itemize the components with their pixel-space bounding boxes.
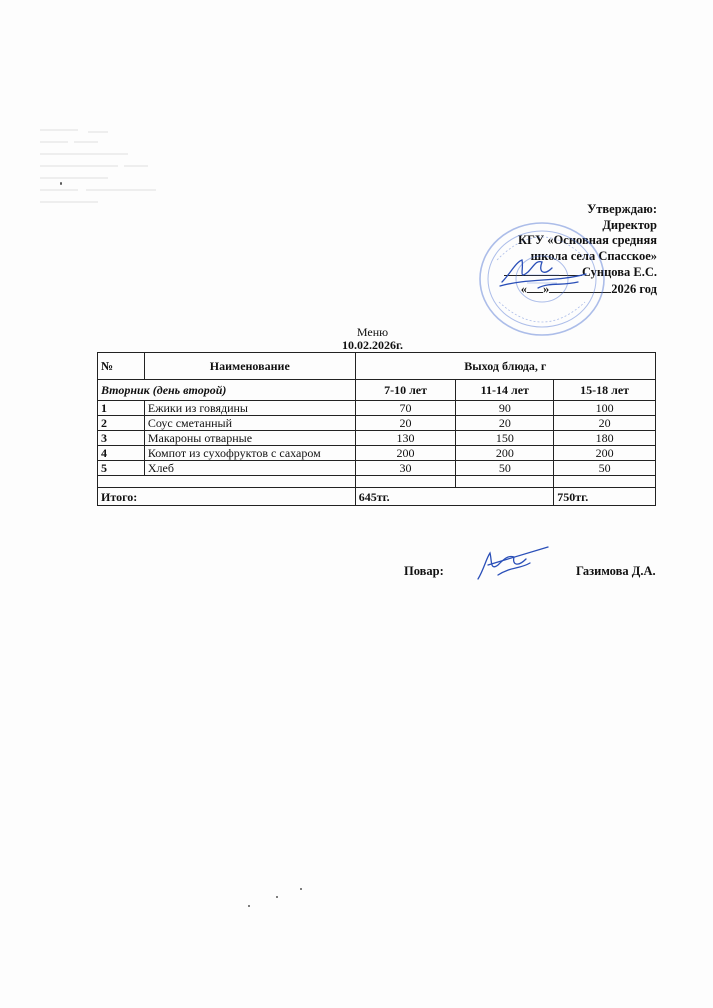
total-row <box>98 488 656 506</box>
month-blank <box>549 281 611 293</box>
approval-year: 2026 год <box>611 281 657 296</box>
scan-speck <box>60 182 62 185</box>
empty-cell <box>456 476 554 488</box>
row-number: 4 <box>98 446 145 461</box>
total-price-b: 750тг. <box>554 488 656 506</box>
row-number: 3 <box>98 431 145 446</box>
portion-11-14: 150 <box>456 431 554 446</box>
day-row <box>98 380 656 401</box>
header-number: № <box>98 353 145 380</box>
header-name: Наименование <box>144 353 355 380</box>
portion-7-10: 130 <box>355 431 456 446</box>
approval-block <box>504 202 657 297</box>
day-label: Вторник (день второй) <box>98 380 356 401</box>
table-row <box>98 401 656 416</box>
document-title: Меню <box>356 325 389 339</box>
approval-organization-line1: КГУ «Основная средняя <box>517 233 657 247</box>
scan-speck <box>248 905 250 907</box>
date-close-quote: » <box>543 281 550 296</box>
row-number: 1 <box>98 401 145 416</box>
portion-15-18: 180 <box>554 431 656 446</box>
menu-table <box>97 352 656 506</box>
portion-7-10: 20 <box>355 416 456 431</box>
portion-15-18: 50 <box>554 461 656 476</box>
approval-position: Директор <box>602 217 657 232</box>
portion-7-10: 70 <box>355 401 456 416</box>
approval-date-line <box>504 281 657 298</box>
document-title-block <box>0 326 713 352</box>
portion-11-14: 90 <box>456 401 554 416</box>
date-open-quote: « <box>520 281 528 296</box>
empty-cell <box>355 476 456 488</box>
portion-15-18: 200 <box>554 446 656 461</box>
age-group-3: 15-18 лет <box>554 380 656 401</box>
approval-signer-line <box>504 264 657 281</box>
header-output: Выход блюда, г <box>355 353 655 380</box>
portion-11-14: 20 <box>456 416 554 431</box>
table-row <box>98 446 656 461</box>
portion-7-10: 200 <box>355 446 456 461</box>
dish-name: Соус сметанный <box>144 416 355 431</box>
empty-cell <box>554 476 656 488</box>
empty-cell <box>98 476 356 488</box>
portion-7-10: 30 <box>355 461 456 476</box>
age-group-1: 7-10 лет <box>355 380 456 401</box>
day-blank <box>527 281 543 293</box>
total-price-a: 645тг. <box>355 488 554 506</box>
cook-label: Повар: <box>404 564 444 578</box>
dish-name: Ежики из говядины <box>144 401 355 416</box>
scan-speck <box>276 896 278 898</box>
portion-11-14: 50 <box>456 461 554 476</box>
signature-blank <box>504 264 582 276</box>
dish-name: Хлеб <box>144 461 355 476</box>
cook-name: Газимова Д.А. <box>576 564 656 578</box>
empty-row <box>98 476 656 488</box>
dish-name: Макароны отварные <box>144 431 355 446</box>
scan-speck <box>300 888 302 890</box>
table-header-row <box>98 353 656 380</box>
document-date: 10.02.2026г. <box>341 338 404 352</box>
cook-signature <box>468 545 552 585</box>
bleed-through-marks <box>38 120 188 220</box>
total-label: Итого: <box>98 488 356 506</box>
table-row <box>98 416 656 431</box>
row-number: 2 <box>98 416 145 431</box>
portion-11-14: 200 <box>456 446 554 461</box>
approval-organization-line2: школа села Спасское» <box>530 248 657 263</box>
table-row <box>98 461 656 476</box>
approval-signer: Сунцова Е.С. <box>581 265 657 279</box>
portion-15-18: 20 <box>554 416 656 431</box>
age-group-2: 11-14 лет <box>456 380 554 401</box>
portion-15-18: 100 <box>554 401 656 416</box>
row-number: 5 <box>98 461 145 476</box>
approval-heading: Утверждаю: <box>587 202 657 216</box>
dish-name: Компот из сухофруктов с сахаром <box>144 446 355 461</box>
table-row <box>98 431 656 446</box>
